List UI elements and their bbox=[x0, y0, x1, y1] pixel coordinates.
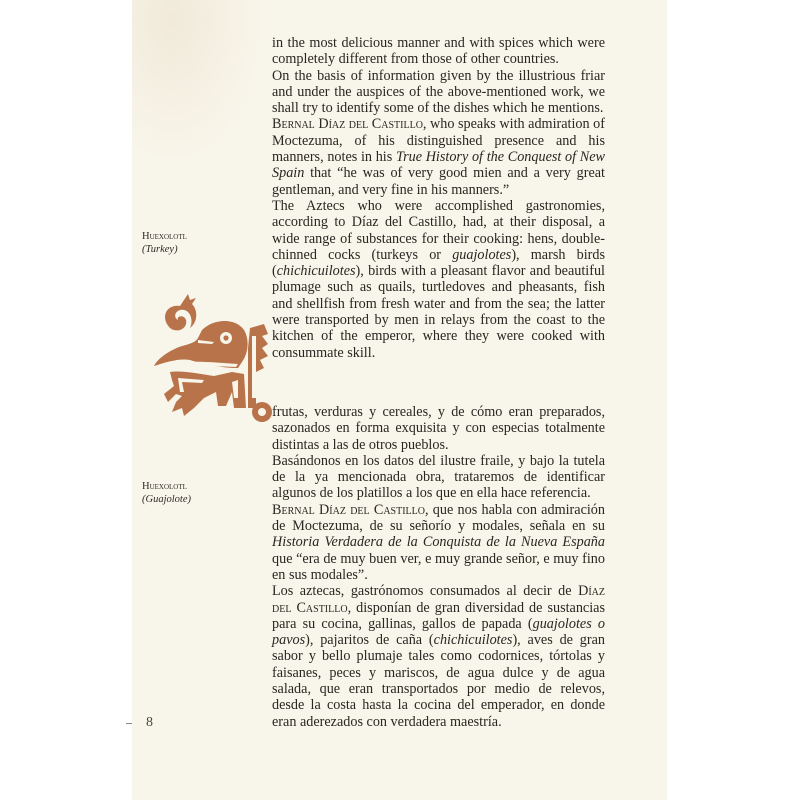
text-run: Los aztecas, gastrónomos consumados al decir de bbox=[272, 583, 579, 600]
text-run: que “era de muy buen ver, e muy grande señor, e muy fino en sus modales”. bbox=[272, 550, 605, 583]
term: chichicuilotes bbox=[433, 632, 513, 649]
paragraph bbox=[272, 583, 605, 730]
caption-spanish bbox=[142, 480, 262, 506]
paragraph: Basándonos en los datos del ilustre fraile, y bajo la tutela de la ya mencionada obra, trataremos de identificar algunos de los platillos a los que en ella hace referencia. bbox=[272, 452, 605, 502]
caption-subtitle: (Turkey) bbox=[142, 244, 178, 255]
term: guajolotes bbox=[452, 246, 512, 263]
paragraph bbox=[272, 502, 605, 583]
book-title: True History of the Conquest of New Spain bbox=[272, 149, 605, 182]
paragraph: frutas, verduras y cereales, y de cómo eran preparados, sazonados en forma exquisita y con especias totalmente distintas a las de otros pueblos. bbox=[272, 404, 605, 453]
author-name: Díaz del Castillo bbox=[272, 583, 605, 616]
text-run: that “he was of very good mien and a very great gentleman, and very fine in his manners.” bbox=[272, 165, 605, 198]
author-name: Bernal Díaz del Castillo bbox=[272, 501, 425, 518]
paragraph: On the basis of information given by the illustrious friar and under the auspices of the above-mentioned work, we shall try to identify some of the dishes which he mentions. bbox=[272, 67, 605, 117]
paragraph: in the most delicious manner and with spices which were completely different from those of other countries. bbox=[272, 35, 605, 68]
margin-tick-mark bbox=[126, 723, 132, 724]
english-text-column bbox=[272, 35, 605, 361]
paragraph bbox=[272, 116, 605, 197]
book-title: Historia Verdadera de la Conquista de la Nueva España bbox=[272, 534, 605, 551]
term: guajolotes o pavos bbox=[272, 615, 605, 649]
text-run: ), pajaritos de caña ( bbox=[305, 632, 434, 649]
aztec-turkey-glyph-icon bbox=[152, 288, 272, 428]
spanish-text-column bbox=[272, 404, 605, 730]
text-run: ), birds with a pleasant flavor and beautiful plumage such as quails, turtledoves and pheasants, fish and shellfish from fresh water and from the sea; the latter were transported by men in relays from the coast to the kitchen of the emperor, where they were cooked with consummate skill. bbox=[272, 263, 605, 361]
page-number: 8 bbox=[146, 715, 153, 730]
caption-name: Huexolotl bbox=[142, 481, 187, 492]
caption-subtitle: (Guajolote) bbox=[142, 494, 191, 505]
caption-name: Huexolotl bbox=[142, 231, 187, 242]
author-name: Bernal Díaz del Castillo bbox=[272, 116, 423, 133]
caption-english bbox=[142, 230, 262, 256]
text-run: ), marsh birds ( bbox=[272, 246, 605, 280]
text-run: , disponían de gran diversidad de sustancias para su cocina, gallinas, gallos de papada ( bbox=[272, 599, 605, 632]
paragraph bbox=[272, 198, 605, 361]
text-run: The Aztecs who were accomplished gastronomies, according to Díaz del Castillo, had, at their disposal, a wide range of substances for their cooking: hens, double-chinned cocks (turkeys or bbox=[272, 197, 605, 263]
text-run: ), aves de gran sabor y bello plumaje tales como codornices, tórtolas y faisanes, peces y mariscos, de agua dulce y de agua salada, que eran transportados por medio de relevos, desde la costa hasta la cocina del emperador, en donde eran aderezados con verdadera maestría. bbox=[272, 632, 605, 730]
text-run: , who speaks with admiration of Moctezuma, of his distinguished presence and his manners, notes in his bbox=[272, 116, 605, 166]
term: chichicuilotes bbox=[276, 263, 356, 280]
book-page bbox=[132, 0, 667, 800]
text-run: , que nos habla con admiración de Moctezuma, de su señorío y modales, señala en su bbox=[272, 501, 605, 535]
